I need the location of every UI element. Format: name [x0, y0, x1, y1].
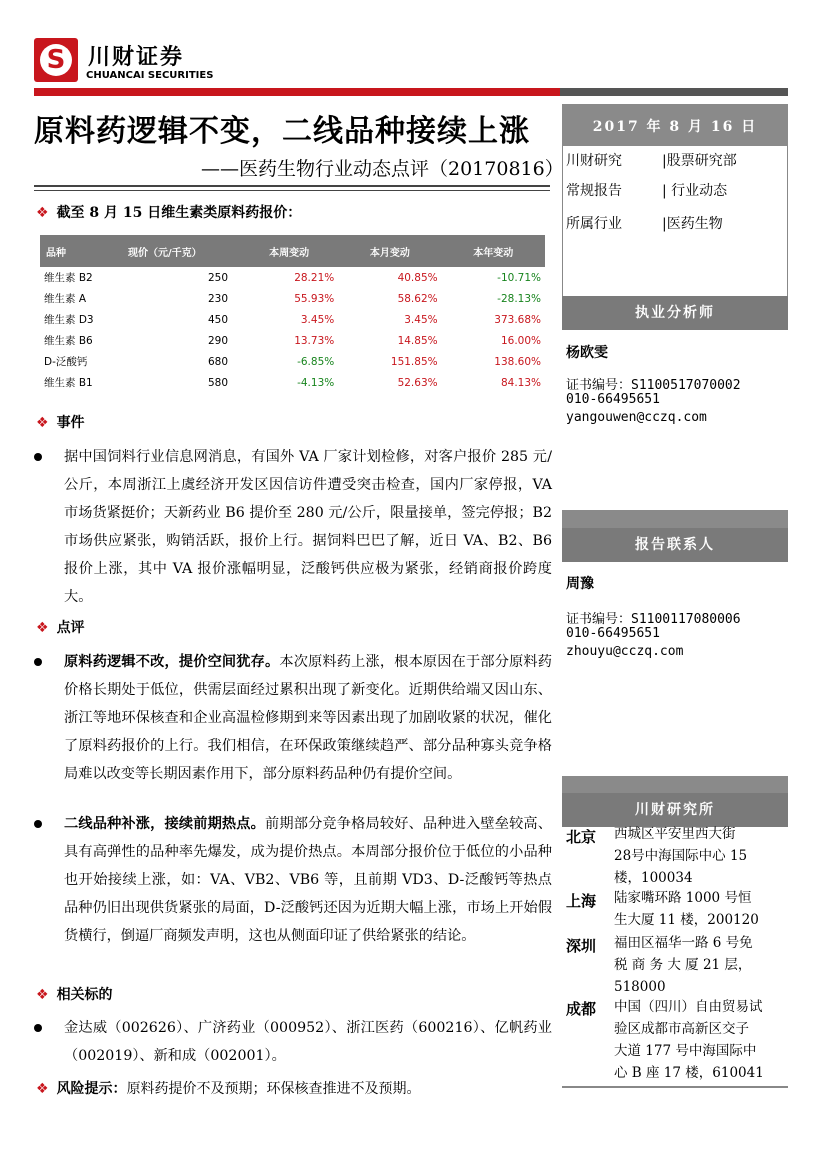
table-cell: -28.13%	[497, 292, 541, 305]
table-header-cell: 本年变动	[442, 235, 545, 267]
price-table	[40, 235, 545, 393]
table-row	[40, 330, 545, 351]
table-cell: 维生素 B6	[44, 335, 93, 347]
table-cell: 230	[207, 292, 228, 305]
institute-heading: 川财研究所	[562, 793, 788, 827]
bullet-icon	[34, 820, 42, 828]
meta-row: 川财研究 |股票研究部	[566, 153, 737, 169]
event-paragraph: 据中国饲料行业信息网消息，有国外 VA 厂家计划检修，对客户报价 285 元/公斤，本周浙江上虞经济开发区因信访件遭受突击检查，国内厂家停报，VA 市场货紧挺价；天新药业 B6 提价至 280 元/公斤，限量接单，签完停报；B2 市场供应紧张，购销活跃，报价上行。据饲料巴巴了解，近日 VA、B2、B6 报价上涨，其中 VA 报价涨幅明显，泛酸钙供应极为紧张，经销商报价跨度大。	[34, 443, 552, 611]
risk-warning: ❖ 风险提示：原料药提价不及预期；环保核查推进不及预期。	[36, 1081, 421, 1097]
title-divider-thin	[34, 190, 550, 191]
bullet-icon	[34, 658, 42, 666]
table-cell: -6.85%	[297, 355, 335, 368]
table-cell: 13.73%	[294, 334, 335, 347]
table-cell: 290	[207, 334, 228, 347]
office-address: 福田区福华一路 6 号免 税 商 务 大 厦 21 层， 518000	[614, 935, 753, 995]
report-subtitle: ——医药生物行业动态点评（20170816）	[201, 158, 564, 180]
table-cell: 151.85%	[390, 355, 438, 368]
office-address: 陆家嘴环路 1000 号恒 生大厦 11 楼，200120	[614, 890, 759, 928]
section-comment: ❖ 点评	[36, 620, 85, 636]
table-row	[40, 309, 545, 330]
table-cell: 138.60%	[494, 355, 541, 368]
analyst-email: yangouwen@cczq.com	[566, 410, 707, 425]
table-cell: 28.21%	[294, 271, 335, 284]
contact-email: zhouyu@cczq.com	[566, 644, 684, 659]
contact-name: 周豫	[566, 576, 594, 592]
bullet-icon	[34, 453, 42, 461]
section-prices: ❖ 截至 8 月 15 日维生素类原料药报价：	[36, 205, 302, 221]
table-cell: 40.85%	[397, 271, 438, 284]
meta-row: 常规报告 | 行业动态	[566, 183, 728, 199]
table-cell: 维生素 B1	[44, 377, 93, 389]
diamond-bullet-icon: ❖	[36, 415, 49, 431]
table-row	[40, 351, 545, 372]
table-row	[40, 267, 545, 288]
sidebar-divider	[562, 510, 788, 528]
contact-cert: 证书编号：S1100117080006	[566, 612, 741, 627]
comment-paragraph-2: 二线品种补涨，接续前期热点。前期部分竞争格局较好、品种进入壁垒较高、具有高弹性的品种率先爆发，成为提价热点。本周部分报价位于低位的小品种也开始接续上涨，如：VA、VB2、VB6 等，且前期 VD3、D-泛酸钙等热点品种仍旧出现供货紧张的局面，D-泛酸钙还因为近期大幅上涨，市场上开始假货横行，倒逼厂商频发声明，这也从侧面印证了供给紧张的结论。	[34, 810, 552, 950]
related-paragraph: 金达威（002626）、广济药业（000952）、浙江医药（600216）、亿帆药业（002019）、新和成（002001）。	[34, 1014, 552, 1070]
table-cell: -10.71%	[497, 271, 541, 284]
table-cell: 580	[207, 376, 228, 389]
table-cell: 维生素 B2	[44, 272, 93, 284]
section-event: ❖ 事件	[36, 415, 85, 431]
table-cell: 14.85%	[397, 334, 438, 347]
diamond-bullet-icon: ❖	[36, 205, 49, 221]
comment-paragraph-1: 原料药逻辑不改，提价空间犹存。本次原料药上涨，根本原因在于部分原料药价格长期处于低位，供需层面经过累积出现了新变化。近期供给端又因山东、浙江等地环保核查和企业高温检修期到来等因素出现了加剧收紧的状况，催化了原料药报价的上行。我们相信，在环保政策继续趋严、部分品种寡头竞争格局难以改变等长期因素作用下，部分原料药品种仍有提价空间。	[34, 648, 552, 788]
sidebar-bottom-rule	[562, 1086, 788, 1088]
table-cell: 16.00%	[500, 334, 541, 347]
analyst-cert: 证书编号：S1100517070002	[566, 378, 741, 393]
table-cell: 维生素 D3	[44, 314, 94, 326]
table-row	[40, 288, 545, 309]
table-cell: 55.93%	[294, 292, 335, 305]
table-cell: -4.13%	[297, 376, 335, 389]
diamond-bullet-icon: ❖	[36, 1081, 49, 1097]
office-city: 上海	[566, 892, 597, 910]
office-city: 成都	[566, 1000, 597, 1018]
table-cell: 680	[207, 355, 228, 368]
table-cell: 52.63%	[397, 376, 438, 389]
table-cell: 84.13%	[500, 376, 541, 389]
table-cell: 250	[207, 271, 228, 284]
company-name-en: CHUANCAI SECURITIES	[86, 70, 214, 81]
table-cell: 450	[207, 313, 228, 326]
diamond-bullet-icon: ❖	[36, 620, 49, 636]
title-divider	[34, 185, 550, 187]
table-row	[40, 372, 545, 393]
table-header-cell: 本月变动	[338, 235, 441, 267]
office-address: 中国（四川）自由贸易试 验区成都市高新区交子 大道 177 号中海国际中 心 B 座 17 楼，610041	[614, 999, 764, 1081]
meta-row: 所属行业 |医药生物	[566, 216, 723, 232]
table-cell: 373.68%	[494, 313, 541, 326]
bullet-icon	[34, 1024, 42, 1032]
company-logo	[34, 38, 78, 82]
table-header-cell: 本周变动	[240, 235, 338, 267]
office-address: 西城区平安里西大街 28号中海国际中心 15 楼，100034	[614, 826, 748, 886]
table-cell: D-泛酸钙	[44, 356, 88, 368]
contact-phone: 010-66495651	[566, 626, 660, 641]
office-city: 北京	[566, 828, 597, 846]
table-cell: 58.62%	[397, 292, 438, 305]
sidebar-date: 2017 年 8 月 16 日	[562, 104, 788, 146]
analyst-name: 杨欧雯	[566, 345, 608, 361]
logo-s-icon: S	[46, 45, 66, 75]
company-name-cn: 川财证券	[88, 45, 185, 70]
table-cell: 3.45%	[300, 313, 335, 326]
analyst-phone: 010-66495651	[566, 392, 660, 407]
contact-heading: 报告联系人	[562, 528, 788, 562]
office-city: 深圳	[566, 937, 597, 955]
report-title: 原料药逻辑不变，二线品种接续上涨	[34, 114, 530, 149]
table-header-row	[40, 235, 545, 267]
section-related: ❖ 相关标的	[36, 987, 113, 1003]
analyst-heading: 执业分析师	[562, 296, 788, 330]
table-header-cell: 现价（元/千克）	[122, 235, 240, 267]
diamond-bullet-icon: ❖	[36, 987, 49, 1003]
header-grey-bar	[560, 88, 788, 96]
table-cell: 维生素 A	[44, 293, 87, 305]
table-cell: 3.45%	[404, 313, 438, 326]
sidebar-divider	[562, 776, 788, 794]
table-header-cell: 品种	[40, 235, 122, 267]
